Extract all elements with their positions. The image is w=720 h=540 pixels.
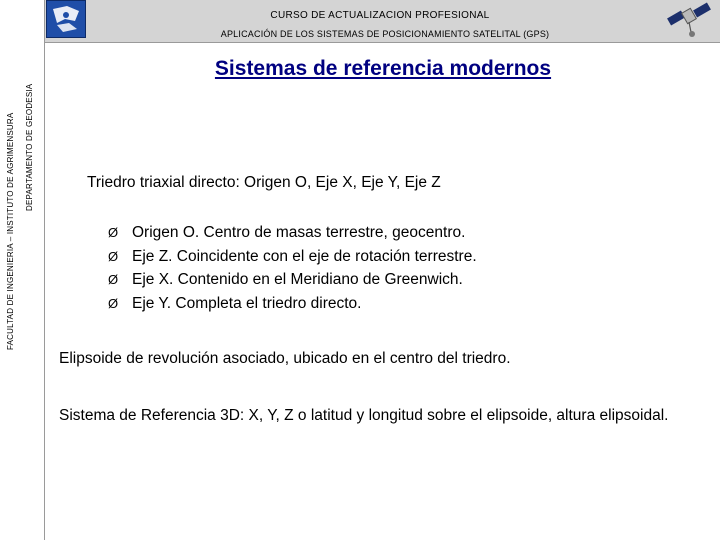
list-item [108, 224, 477, 248]
list-item-text: Eje Z. Coincidente con el eje de rotación terrestre. [132, 247, 477, 265]
sidebar-divider [44, 0, 45, 540]
triedro-paragraph: Triedro triaxial directo: Origen O, Eje X, Eje Y, Eje Z [87, 174, 441, 191]
reference-system-paragraph: Sistema de Referencia 3D: X, Y, Z o latitud y longitud sobre el elipsoide, altura elipsoidal. [59, 407, 669, 424]
arrow-bullet-icon: Ø [108, 248, 119, 264]
list-item [108, 295, 477, 319]
list-item [108, 248, 477, 272]
slide-title: Sistemas de referencia modernos [214, 57, 552, 80]
department-label: DEPARTAMENTO DE GEODESIA [25, 83, 34, 211]
list-item-text: Eje X. Contenido en el Meridiano de Greenwich. [132, 271, 463, 288]
arrow-bullet-icon: Ø [108, 295, 119, 311]
faculty-label: FACULTAD DE INGENIERIA – INSTITUTO DE AGRIMENSURA [6, 112, 15, 350]
axes-list [108, 224, 477, 318]
application-title: APLICACIÓN DE LOS SISTEMAS DE POSICIONAMIENTO SATELITAL (GPS) [220, 29, 550, 39]
header-divider [44, 42, 720, 43]
ellipsoid-paragraph: Elipsoide de revolución asociado, ubicado en el centro del triedro. [59, 350, 511, 367]
list-item-text: Origen O. Centro de masas terrestre, geocentro. [132, 224, 466, 241]
course-title: CURSO DE ACTUALIZACION PROFESIONAL [270, 10, 490, 21]
university-logo-icon [46, 0, 86, 38]
list-item-text: Eje Y. Completa el triedro directo. [132, 294, 362, 312]
arrow-bullet-icon: Ø [108, 272, 119, 287]
list-item [108, 271, 477, 295]
satellite-icon [664, 0, 718, 42]
arrow-bullet-icon: Ø [108, 225, 119, 240]
